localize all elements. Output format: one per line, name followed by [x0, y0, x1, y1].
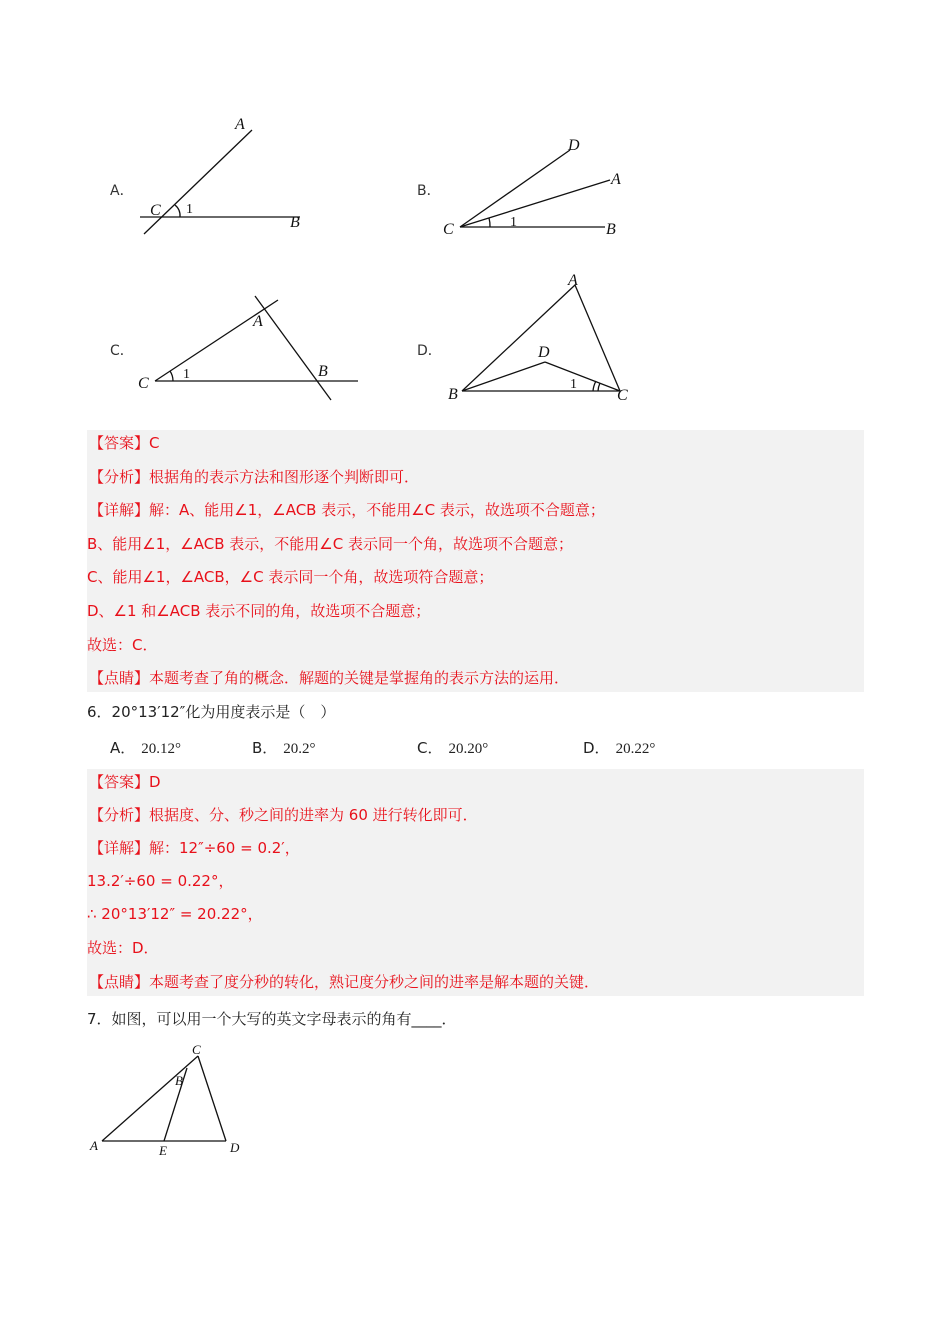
option-letter: C．	[417, 739, 443, 757]
q6-option-c[interactable]	[417, 736, 488, 760]
option-value: 20.20°	[448, 741, 489, 757]
point-a: A	[611, 171, 621, 188]
option-d-label: D．	[417, 343, 442, 359]
choice-line: 故选：C．	[87, 636, 158, 654]
figure-option-c	[135, 290, 365, 405]
q6-option-d[interactable]	[583, 736, 655, 760]
point-b: B	[290, 214, 300, 231]
option-value: 20.12°	[141, 741, 182, 757]
analysis-line: 【分析】根据角的表示方法和图形逐个判断即可．	[89, 468, 420, 486]
option-letter: B．	[252, 739, 278, 757]
point-a: A	[568, 272, 578, 289]
point-d: D	[230, 1140, 240, 1155]
comment-line: 【点睛】本题考查了度分秒的转化，熟记度分秒之间的进率是解本题的关键．	[89, 973, 600, 991]
option-value: 20.2°	[283, 741, 316, 757]
angle-1: 1	[186, 202, 193, 217]
point-c: C	[617, 387, 628, 404]
choice-line: 故选：D．	[87, 939, 159, 957]
option-c-label: C．	[110, 343, 134, 359]
point-a: A	[235, 116, 245, 133]
point-c: C	[192, 1042, 201, 1057]
point-b: B	[448, 386, 458, 403]
point-a: A	[90, 1138, 98, 1153]
point-b: B	[318, 363, 328, 380]
option-letter: D．	[583, 739, 610, 757]
detail-line-3: ∴ 20°13′12″ = 20.22°，	[87, 905, 263, 923]
answer-line: 【答案】C	[89, 434, 160, 452]
angle-1: 1	[183, 367, 190, 382]
comment-line: 【点睛】本题考查了角的概念．解题的关键是掌握角的表示方法的运用．	[89, 669, 570, 687]
detail-line-1: 【详解】解：A、能用∠1，∠ACB 表示，不能用∠C 表示，故选项不合题意；	[89, 501, 605, 519]
point-e: E	[159, 1143, 167, 1158]
option-b-label: B．	[417, 183, 441, 199]
q6-solution-box	[87, 769, 864, 996]
answer-line: 【答案】D	[89, 773, 161, 791]
figure-option-a	[130, 110, 330, 240]
point-d: D	[568, 137, 580, 154]
analysis-line: 【分析】根据度、分、秒之间的进率为 60 进行转化即可．	[89, 806, 478, 824]
point-a: A	[253, 313, 263, 330]
angle-1: 1	[570, 377, 577, 392]
angle-1: 1	[510, 215, 517, 230]
option-letter: A．	[110, 739, 136, 757]
question-7-stem: 7．如图，可以用一个大写的英文字母表示的角有____．	[87, 1010, 457, 1028]
point-b: B	[175, 1073, 183, 1088]
figure-option-b	[440, 130, 640, 240]
q6-option-a[interactable]	[110, 736, 181, 760]
detail-line-4: D、∠1 和∠ACB 表示不同的角，故选项不合题意；	[87, 602, 431, 620]
q5-solution-box	[87, 430, 864, 692]
q6-option-b[interactable]	[252, 736, 316, 760]
point-d: D	[538, 344, 550, 361]
detail-line-1: 【详解】解：12″÷60 = 0.2′，	[89, 839, 300, 857]
detail-line-2: B、能用∠1，∠ACB 表示，不能用∠C 表示同一个角，故选项不合题意；	[87, 535, 573, 553]
option-value: 20.22°	[615, 741, 656, 757]
question-6-stem: 6．20°13′12″化为用度表示是（ ）	[87, 703, 336, 721]
figure-question-7	[88, 1038, 258, 1163]
option-a-label: A．	[110, 183, 134, 199]
point-c: C	[138, 375, 149, 392]
point-c: C	[150, 202, 161, 219]
detail-line-2: 13.2′÷60 = 0.22°，	[87, 872, 234, 890]
point-b: B	[606, 221, 616, 238]
point-c: C	[443, 221, 454, 238]
detail-line-3: C、能用∠1，∠ACB，∠C 表示同一个角，故选项符合题意；	[87, 568, 494, 586]
figure-option-d	[440, 265, 640, 405]
